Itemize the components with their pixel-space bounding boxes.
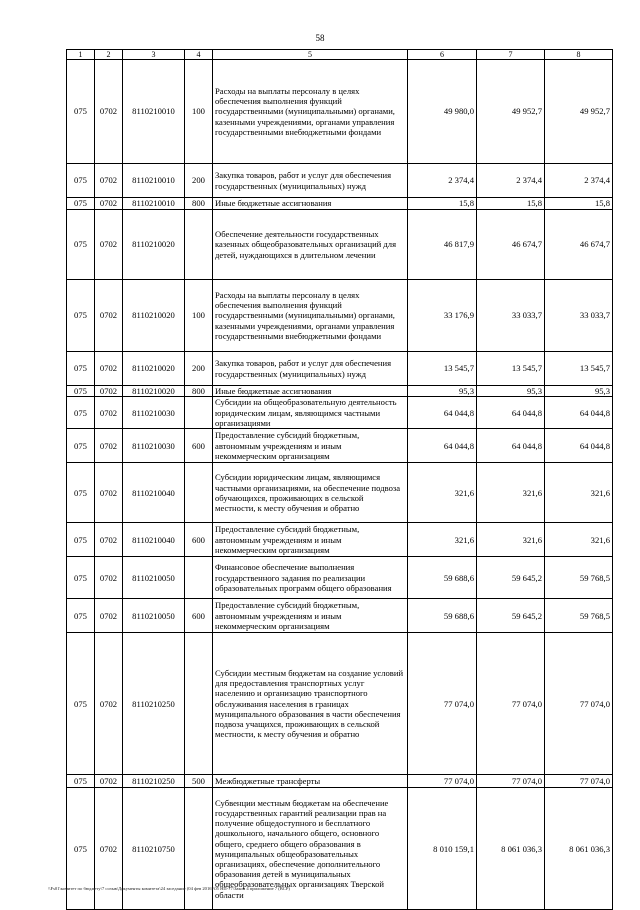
amount-col-8: 77 074,0 <box>545 633 613 775</box>
item-description: Субсидии местным бюджетам на создание условий для предоставления транспортных услуг населению и организацию транспортного обслуживания населения в границах муниципального образования в части обеспечения подвоза учащихся, проживающих в сельской местности, к месту обучения и обратно <box>213 633 408 775</box>
item-description: Иные бюджетные ассигнования <box>213 386 408 397</box>
amount-col-8: 64 044,8 <box>545 429 613 463</box>
amount-col-7: 59 645,2 <box>477 599 545 633</box>
item-description: Расходы на выплаты персоналу в целях обеспечения выполнения функций государственными (муниципальными) органами, казенными учреждениями, органами управления государственными внебюджетными фондами <box>213 60 408 164</box>
amount-col-7: 8 061 036,3 <box>477 788 545 910</box>
expense-type-code: 600 <box>185 599 213 633</box>
amount-col-7: 95,3 <box>477 386 545 397</box>
grbs-code: 075 <box>67 788 95 910</box>
amount-col-6: 59 688,6 <box>408 599 477 633</box>
amount-col-6: 49 980,0 <box>408 60 477 164</box>
amount-col-8: 321,6 <box>545 523 613 557</box>
amount-col-6: 15,8 <box>408 198 477 210</box>
column-header: 5 <box>213 50 408 60</box>
amount-col-6: 95,3 <box>408 386 477 397</box>
target-article-code: 8110210010 <box>123 198 185 210</box>
table-row <box>67 280 613 352</box>
target-article-code: 8110210020 <box>123 280 185 352</box>
expense-type-code <box>185 557 213 599</box>
section-code: 0702 <box>95 633 123 775</box>
target-article-code: 8110210250 <box>123 775 185 788</box>
target-article-code: 8110210010 <box>123 60 185 164</box>
expense-type-code: 600 <box>185 429 213 463</box>
table-row <box>67 633 613 775</box>
amount-col-8: 33 033,7 <box>545 280 613 352</box>
page-number: 58 <box>315 33 325 43</box>
column-header: 1 <box>67 50 95 60</box>
expense-type-code: 600 <box>185 523 213 557</box>
table-row <box>67 210 613 280</box>
expense-type-code: 200 <box>185 352 213 386</box>
column-header: 3 <box>123 50 185 60</box>
file-path-footer: \\Fs01\комитет по бюджету\7 созыв\Документы комитета\24 заседание (04 фев 2016)\05 НП-77\Закон 4 приложение 7 (ВСР) <box>48 886 290 891</box>
table-row <box>67 352 613 386</box>
section-code: 0702 <box>95 352 123 386</box>
item-description: Субсидии на общеобразовательную деятельность юридическим лицам, являющимся частными организациями <box>213 397 408 429</box>
budget-table <box>66 49 613 910</box>
expense-type-code <box>185 397 213 429</box>
amount-col-7: 64 044,8 <box>477 429 545 463</box>
amount-col-7: 13 545,7 <box>477 352 545 386</box>
item-description: Субсидии юридическим лицам, являющимся частными организациями, на обеспечение подвоза обучающихся, проживающих в сельской местности, к месту обучения и обратно <box>213 463 408 523</box>
section-code: 0702 <box>95 523 123 557</box>
table-row <box>67 599 613 633</box>
expense-type-code <box>185 788 213 910</box>
table-row <box>67 463 613 523</box>
amount-col-7: 321,6 <box>477 463 545 523</box>
table-row <box>67 386 613 397</box>
grbs-code: 075 <box>67 523 95 557</box>
target-article-code: 8110210020 <box>123 210 185 280</box>
amount-col-7: 64 044,8 <box>477 397 545 429</box>
amount-col-6: 46 817,9 <box>408 210 477 280</box>
item-description: Межбюджетные трансферты <box>213 775 408 788</box>
grbs-code: 075 <box>67 775 95 788</box>
target-article-code: 8110210030 <box>123 429 185 463</box>
expense-type-code: 200 <box>185 164 213 198</box>
target-article-code: 8110210010 <box>123 164 185 198</box>
item-description: Субвенции местным бюджетам на обеспечение государственных гарантий реализации прав на получение общедоступного и бесплатного дошкольного, начального общего, основного общего, среднего общего образования в муниципальных общеобразовательных организациях, обеспечение дополнительного образования детей в муниципальных общеобразовательных организациях Тверской области <box>213 788 408 910</box>
amount-col-8: 49 952,7 <box>545 60 613 164</box>
amount-col-8: 64 044,8 <box>545 397 613 429</box>
target-article-code: 8110210020 <box>123 352 185 386</box>
table-row <box>67 164 613 198</box>
amount-col-8: 15,8 <box>545 198 613 210</box>
target-article-code: 8110210030 <box>123 397 185 429</box>
target-article-code: 8110210750 <box>123 788 185 910</box>
amount-col-8: 59 768,5 <box>545 557 613 599</box>
column-number-row <box>67 50 613 60</box>
amount-col-6: 33 176,9 <box>408 280 477 352</box>
amount-col-7: 2 374,4 <box>477 164 545 198</box>
amount-col-8: 13 545,7 <box>545 352 613 386</box>
amount-col-8: 46 674,7 <box>545 210 613 280</box>
grbs-code: 075 <box>67 280 95 352</box>
amount-col-8: 321,6 <box>545 463 613 523</box>
amount-col-6: 321,6 <box>408 463 477 523</box>
section-code: 0702 <box>95 210 123 280</box>
section-code: 0702 <box>95 280 123 352</box>
grbs-code: 075 <box>67 557 95 599</box>
table-row <box>67 523 613 557</box>
expense-type-code <box>185 210 213 280</box>
item-description: Предоставление субсидий бюджетным, автономным учреждениям и иным некоммерческим организациям <box>213 599 408 633</box>
item-description: Финансовое обеспечение выполнения государственного задания по реализации образовательных программ общего образования <box>213 557 408 599</box>
amount-col-7: 77 074,0 <box>477 633 545 775</box>
section-code: 0702 <box>95 60 123 164</box>
amount-col-6: 321,6 <box>408 523 477 557</box>
target-article-code: 8110210020 <box>123 386 185 397</box>
column-header: 4 <box>185 50 213 60</box>
expense-type-code <box>185 463 213 523</box>
section-code: 0702 <box>95 386 123 397</box>
table-row <box>67 429 613 463</box>
amount-col-6: 2 374,4 <box>408 164 477 198</box>
grbs-code: 075 <box>67 397 95 429</box>
target-article-code: 8110210040 <box>123 463 185 523</box>
column-header: 6 <box>408 50 477 60</box>
expense-type-code: 500 <box>185 775 213 788</box>
table-row <box>67 557 613 599</box>
grbs-code: 075 <box>67 352 95 386</box>
amount-col-7: 321,6 <box>477 523 545 557</box>
amount-col-8: 2 374,4 <box>545 164 613 198</box>
table-row <box>67 788 613 910</box>
grbs-code: 075 <box>67 210 95 280</box>
grbs-code: 075 <box>67 463 95 523</box>
target-article-code: 8110210040 <box>123 523 185 557</box>
table-row <box>67 397 613 429</box>
grbs-code: 075 <box>67 164 95 198</box>
section-code: 0702 <box>95 463 123 523</box>
table-row <box>67 60 613 164</box>
amount-col-8: 77 074,0 <box>545 775 613 788</box>
table-row <box>67 775 613 788</box>
amount-col-7: 33 033,7 <box>477 280 545 352</box>
section-code: 0702 <box>95 775 123 788</box>
amount-col-6: 77 074,0 <box>408 633 477 775</box>
item-description: Иные бюджетные ассигнования <box>213 198 408 210</box>
amount-col-6: 64 044,8 <box>408 429 477 463</box>
grbs-code: 075 <box>67 198 95 210</box>
expense-type-code: 100 <box>185 60 213 164</box>
section-code: 0702 <box>95 164 123 198</box>
section-code: 0702 <box>95 198 123 210</box>
section-code: 0702 <box>95 429 123 463</box>
item-description: Закупка товаров, работ и услуг для обеспечения государственных (муниципальных) нужд <box>213 352 408 386</box>
item-description: Предоставление субсидий бюджетным, автономным учреждениям и иным некоммерческим организациям <box>213 429 408 463</box>
item-description: Предоставление субсидий бюджетным, автономным учреждениям и иным некоммерческим организациям <box>213 523 408 557</box>
table-row <box>67 198 613 210</box>
expense-type-code: 100 <box>185 280 213 352</box>
grbs-code: 075 <box>67 599 95 633</box>
column-header: 7 <box>477 50 545 60</box>
amount-col-6: 64 044,8 <box>408 397 477 429</box>
item-description: Обеспечение деятельности государственных казенных общеобразовательных организаций для детей, нуждающихся в длительном лечении <box>213 210 408 280</box>
grbs-code: 075 <box>67 429 95 463</box>
column-header: 2 <box>95 50 123 60</box>
grbs-code: 075 <box>67 386 95 397</box>
target-article-code: 8110210050 <box>123 599 185 633</box>
amount-col-8: 8 061 036,3 <box>545 788 613 910</box>
section-code: 0702 <box>95 788 123 910</box>
expense-type-code <box>185 633 213 775</box>
amount-col-7: 46 674,7 <box>477 210 545 280</box>
grbs-code: 075 <box>67 633 95 775</box>
amount-col-6: 77 074,0 <box>408 775 477 788</box>
expense-type-code: 800 <box>185 198 213 210</box>
amount-col-6: 59 688,6 <box>408 557 477 599</box>
amount-col-7: 15,8 <box>477 198 545 210</box>
amount-col-6: 13 545,7 <box>408 352 477 386</box>
amount-col-7: 77 074,0 <box>477 775 545 788</box>
amount-col-8: 95,3 <box>545 386 613 397</box>
amount-col-6: 8 010 159,1 <box>408 788 477 910</box>
target-article-code: 8110210050 <box>123 557 185 599</box>
expense-type-code: 800 <box>185 386 213 397</box>
amount-col-7: 59 645,2 <box>477 557 545 599</box>
target-article-code: 8110210250 <box>123 633 185 775</box>
section-code: 0702 <box>95 397 123 429</box>
grbs-code: 075 <box>67 60 95 164</box>
section-code: 0702 <box>95 599 123 633</box>
amount-col-8: 59 768,5 <box>545 599 613 633</box>
item-description: Расходы на выплаты персоналу в целях обеспечения выполнения функций государственными (муниципальными) органами, казенными учреждениями, органами управления государственными внебюджетными фондами <box>213 280 408 352</box>
item-description: Закупка товаров, работ и услуг для обеспечения государственных (муниципальных) нужд <box>213 164 408 198</box>
amount-col-7: 49 952,7 <box>477 60 545 164</box>
column-header: 8 <box>545 50 613 60</box>
section-code: 0702 <box>95 557 123 599</box>
